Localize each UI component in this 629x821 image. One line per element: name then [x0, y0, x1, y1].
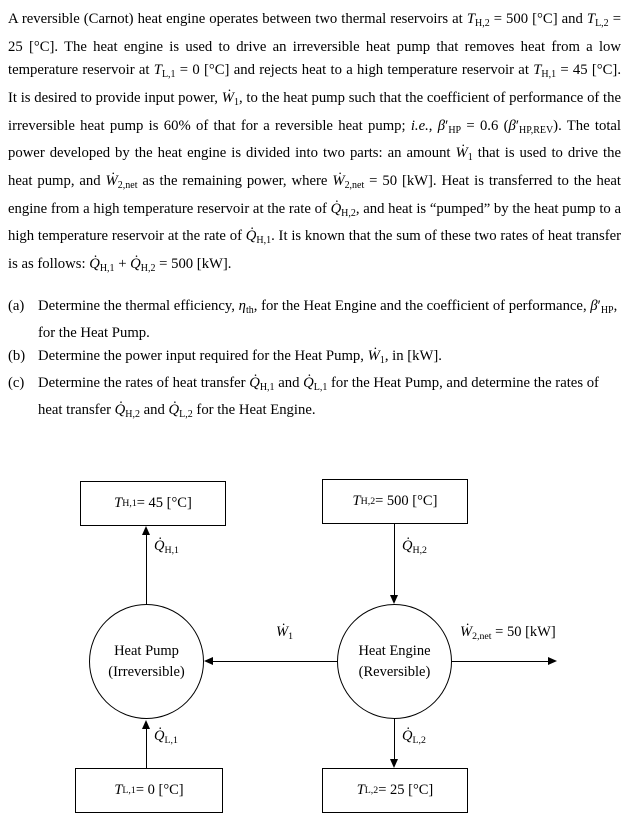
ql1-arrowhead-up-icon — [142, 720, 150, 729]
question-list — [8, 295, 621, 427]
ql1-label: $Q̇_{L,1}$ — [154, 728, 178, 747]
ql2-label: $Q̇_{L,2}$ — [402, 728, 426, 747]
ql2-arrowhead-down-icon — [390, 759, 398, 768]
w2net-arrow-line — [452, 661, 548, 662]
question-text: Determine the rates of heat transfer $Q̇_{H,1}$ and $Q̇_{L,1}$ for the Heat Pump, and determine the rates of heat transfer $Q̇_{H,2}$ and $Q̇_{L,2}$ for the Heat Engine. — [38, 375, 599, 421]
heat-engine-subtitle: (Reversible) — [358, 663, 431, 680]
ql1-arrow-line — [146, 727, 147, 768]
reservoir-box-tl1: T L,1 = 0 [°C] — [75, 768, 223, 813]
heat-engine-title: Heat Engine — [358, 642, 431, 659]
reservoir-box-th2: T H,2 = 500 [°C] — [322, 479, 468, 524]
qh1-arrow-line — [146, 533, 147, 604]
question-text: Determine the power input required for the Heat Pump, $Ẇ_1$, in [kW]. — [38, 347, 442, 367]
question-text: Determine the thermal efficiency, $\eta_{th}$, for the Heat Engine and the coefficient of performance, $\beta'_{HP}$, for the Heat Pump. — [38, 297, 618, 341]
w1-label: $Ẇ_1$ — [276, 624, 294, 643]
heat-engine-circle — [337, 604, 452, 719]
qh2-arrow-line — [394, 524, 395, 596]
w1-arrow-line — [212, 661, 337, 662]
w1-arrowhead-left-icon — [204, 657, 213, 665]
heat-pump-title: Heat Pump — [114, 642, 179, 659]
reservoir-box-th1: T H,1 = 45 [°C] — [80, 481, 226, 526]
qh2-arrowhead-down-icon — [390, 595, 398, 604]
question-item-b — [8, 345, 621, 372]
heat-pump-circle — [89, 604, 204, 719]
system-diagram — [8, 476, 621, 821]
w2net-label: $Ẇ_{2,net} = 50$ [kW] — [460, 624, 556, 643]
ql2-arrow-line — [394, 719, 395, 760]
question-item-a — [8, 295, 621, 345]
w2net-arrowhead-right-icon — [548, 657, 557, 665]
reservoir-box-tl2: T L,2 = 25 [°C] — [322, 768, 468, 813]
qh2-label: $Q̇_{H,2}$ — [402, 538, 427, 557]
question-label: (b) — [8, 347, 26, 364]
qh1-arrowhead-up-icon — [142, 526, 150, 535]
qh1-label: $Q̇_{H,1}$ — [154, 538, 179, 557]
question-item-c — [8, 372, 621, 426]
problem-statement: A reversible (Carnot) heat engine operates between two thermal reservoirs at $T_{H,2} = 500$ [°C] and $T_{L,2} = 25$ [°C]. The heat engine is used to drive an irreversible heat pump that removes heat from a low temperature reservoir at $T_{L,1} = 0$ [°C] and rejects heat to a high temperature reservoir at $T_{H,1} = 45$ [°C]. It is desired to provide input power, $Ẇ_1$, to the heat pump such that the coefficient of performance of the irreversible heat pump is 60% of that for a reversible heat pump; i.e., $\beta'_{HP} = 0.6$ $(\beta'_{HP,REV})$. The total power developed by the heat engine is divided into two parts: an amount $Ẇ_1$ that is used to drive the heat pump, and $Ẇ_{2,net}$ as the remaining power, where $Ẇ_{2,net} = 50$ [kW]. Heat is transferred to the heat engine from a high temperature reservoir at the rate of $Q̇_{H,2}$, and heat is “pumped” by the heat pump to a high temperature reservoir at the rate of $Q̇_{H,1}$. It is known that the sum of these two rates of heat transfer is as follows: $Q̇_{H,1}$ + $Q̇_{H,2} = 500$ [kW]. — [8, 11, 622, 275]
question-label: (a) — [8, 297, 25, 314]
heat-pump-subtitle: (Irreversible) — [108, 663, 185, 680]
question-label: (c) — [8, 375, 25, 392]
